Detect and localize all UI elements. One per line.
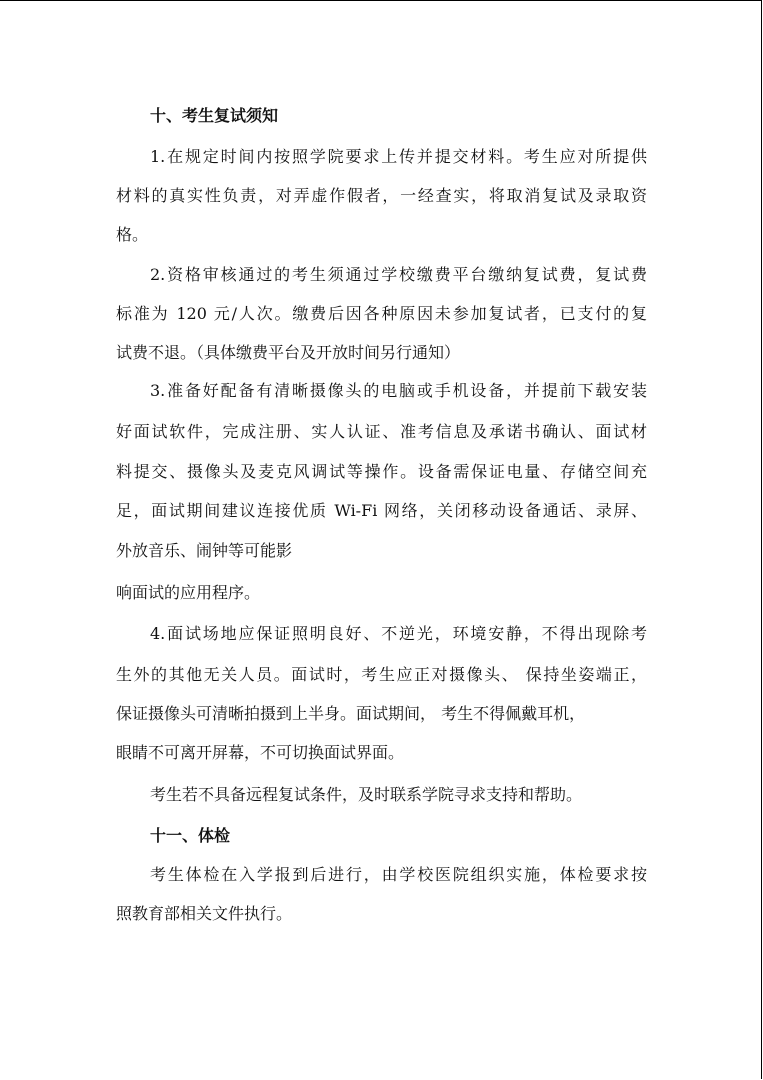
item-3-line-4: 足，面试期间建议连接优质 Wi-Fi 网络，关闭移动设备通话、录屏、	[116, 501, 647, 520]
section-11-title: 十一、体检	[150, 826, 231, 845]
section-11-line-1: 考生体检在入学报到后进行，由学校医院组织实施，体检要求按	[150, 865, 647, 884]
section-10-title: 十、考生复试须知	[150, 106, 279, 125]
section-11-line-2: 照教育部相关文件执行。	[116, 904, 293, 923]
item-1-line-3: 格。	[116, 225, 149, 244]
item-4-line-1: 4.面试场地应保证照明良好、不逆光，环境安静，不得出现除考	[150, 624, 647, 643]
item-3-line-1: 3.准备好配备有清晰摄像头的电脑或手机设备，并提前下载安装	[150, 381, 647, 400]
item-3-line-5: 外放音乐、闹钟等可能影	[116, 541, 293, 560]
item-3-line-6: 响面试的应用程序。	[116, 583, 261, 602]
remote-note: 考生若不具备远程复试条件，及时联系学院寻求支持和帮助。	[150, 785, 583, 804]
item-2-line-3: 试费不退。（具体缴费平台及开放时间另行通知）	[116, 343, 461, 362]
item-2-line-1: 2.资格审核通过的考生须通过学校缴费平台缴纳复试费，复试费	[150, 265, 647, 284]
item-3-line-3: 料提交、摄像头及麦克风调试等操作。设备需保证电量、存储空间充	[116, 462, 647, 481]
item-4-line-3: 保证摄像头可清晰拍摄到上半身。面试期间， 考生不得佩戴耳机，	[116, 704, 586, 723]
item-1-line-2: 材料的真实性负责，对弄虚作假者，一经查实，将取消复试及录取资	[116, 186, 647, 205]
item-4-line-4: 眼睛不可离开屏幕，不可切换面试界面。	[116, 743, 405, 762]
item-1-line-1: 1.在规定时间内按照学院要求上传并提交材料。考生应对所提供	[150, 147, 647, 166]
item-2-line-2: 标准为 120 元/人次。缴费后因各种原因未参加复试者，已支付的复	[116, 304, 647, 323]
item-3-line-2: 好面试软件，完成注册、实人认证、准考信息及承诺书确认、面试材	[116, 422, 647, 441]
item-4-line-2: 生外的其他无关人员。面试时，考生应正对摄像头、 保持坐姿端正，	[116, 665, 647, 684]
